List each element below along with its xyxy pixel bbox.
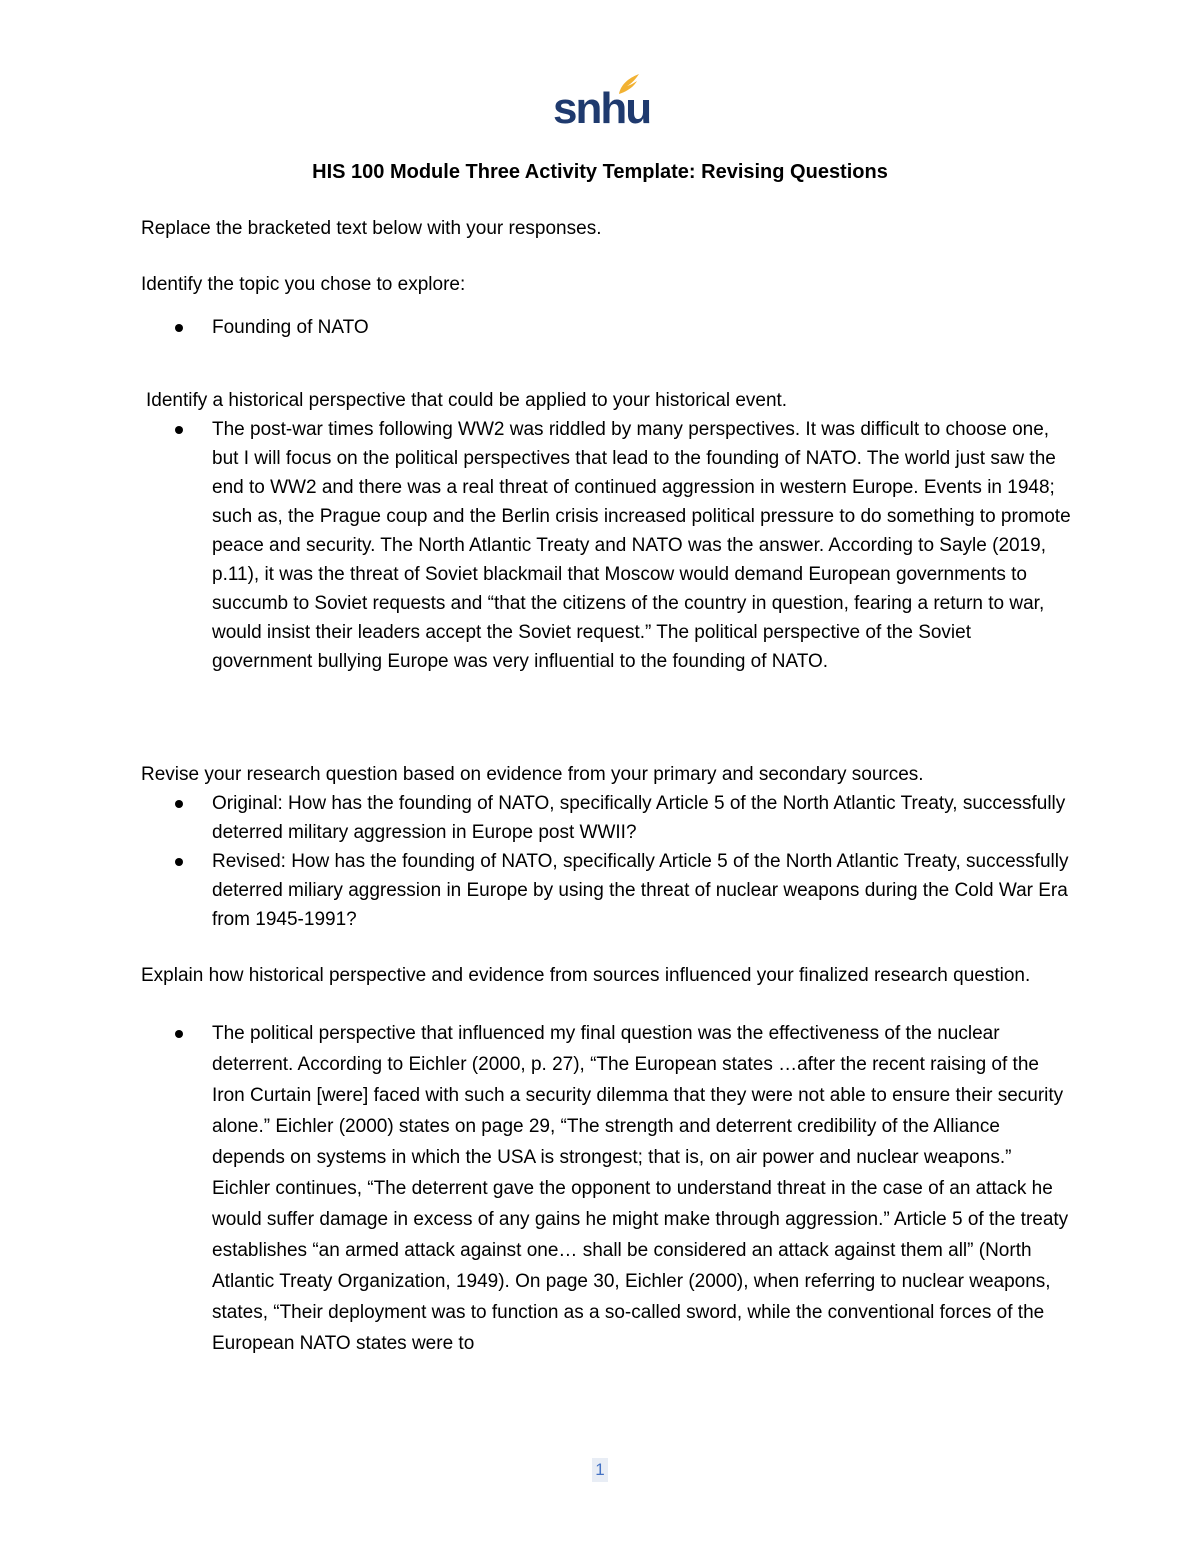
list-item bbox=[141, 415, 1071, 676]
bullet-text: Founding of NATO bbox=[212, 317, 369, 338]
list-item bbox=[141, 1018, 1071, 1359]
revise-bullet-list bbox=[141, 789, 1071, 934]
bullet-icon bbox=[175, 858, 183, 866]
bullet-text: The post-war times following WW2 was riddled by many perspectives. It was difficult to choose one, but I will focus on the political perspectives that lead to the founding of NATO. The world just saw the end to WW2 and there was a real threat of continued aggression in western Europe. Events in 1948; such as, the Prague coup and the Berlin crisis increased political pressure to do something to promote peace and security. The North Atlantic Treaty and NATO was the answer. According to Sayle (2019, p.11), it was the threat of Soviet blackmail that Moscow would demand European governments to succumb to Soviet requests and “that the citizens of the country in question, fearing a return to war, would insist their leaders accept the Soviet request.” The political perspective of the Soviet government bullying Europe was very influential to the founding of NATO. bbox=[212, 419, 1071, 672]
section-prompt-topic: Identify the topic you chose to explore: bbox=[141, 274, 466, 295]
document-title: HIS 100 Module Three Activity Template: Revising Questions bbox=[312, 161, 888, 183]
bullet-icon bbox=[175, 800, 183, 808]
list-item bbox=[141, 789, 1071, 847]
bullet-icon bbox=[175, 426, 183, 434]
list-item bbox=[141, 313, 1071, 342]
bullet-text: The political perspective that influenced my final question was the effectiveness of the nuclear deterrent. According to Eichler (2000, p. 27), “The European states …after the recent raising of the Iron Curtain [were] faced with such a security dilemma that they were not able to ensure their security alone.” Eichler (2000) states on page 29, “The strength and deterrent credibility of the Alliance depends on systems in which the USA is strongest; that is, on air power and nuclear weapons.” Eichler continues, “The deterrent gave the opponent to understand threat in the case of an attack he would suffer damage in excess of any gains he might make through aggression.” Article 5 of the treaty establishes “an armed attack against one… shall be considered an attack against them all” (North Atlantic Treaty Organization, 1949). On page 30, Eichler (2000), when referring to nuclear weapons, states, “Their deployment was to function as a so-called sword, while the conventional forces of the European NATO states were to bbox=[212, 1023, 1069, 1354]
perspective-bullet-list bbox=[141, 415, 1071, 676]
logo-wordmark: snhu bbox=[553, 84, 651, 133]
section-prompt-explain: Explain how historical perspective and evidence from sources influenced your finalized research question. bbox=[141, 965, 1031, 986]
section-prompt-perspective: Identify a historical perspective that could be applied to your historical event. bbox=[146, 390, 788, 411]
topic-bullet-list bbox=[141, 313, 1071, 342]
page-number: 1 bbox=[592, 1458, 608, 1482]
explain-bullet-list bbox=[141, 1018, 1071, 1359]
intro-text: Replace the bracketed text below with your responses. bbox=[141, 218, 602, 239]
section-prompt-revise: Revise your research question based on evidence from your primary and secondary sources. bbox=[141, 764, 924, 785]
bullet-text: Original: How has the founding of NATO, specifically Article 5 of the North Atlantic Treaty, successfully deterred military aggression in Europe post WWII? bbox=[212, 793, 1066, 843]
list-item bbox=[141, 847, 1071, 934]
bullet-text: Revised: How has the founding of NATO, specifically Article 5 of the North Atlantic Treaty, successfully deterred miliary aggression in Europe by using the threat of nuclear weapons during the Cold War Era from 1945-1991? bbox=[212, 851, 1069, 930]
bullet-icon bbox=[175, 1030, 183, 1038]
snhu-logo bbox=[553, 72, 651, 134]
bullet-icon bbox=[175, 324, 183, 332]
